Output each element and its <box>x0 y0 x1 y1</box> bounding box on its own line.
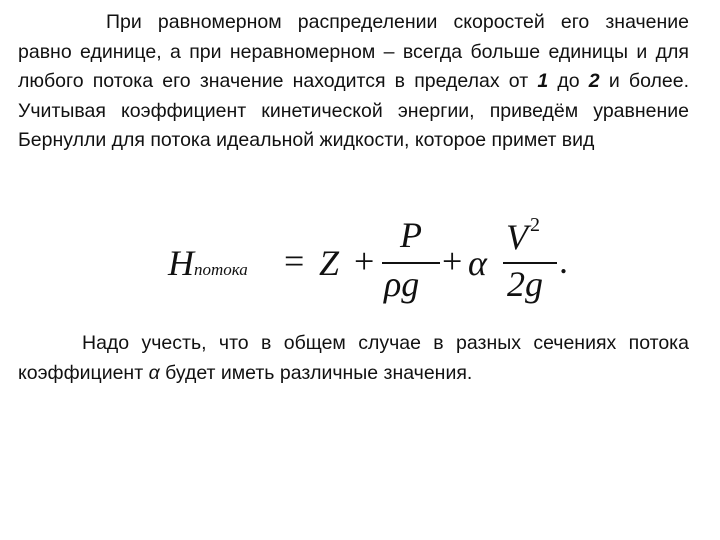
value-one: 1 <box>537 70 549 92</box>
formula-fraction2-denominator: 2g <box>507 264 543 304</box>
formula-alpha: α <box>468 243 487 283</box>
formula-fraction1-denominator: ρg <box>384 264 420 304</box>
formula-plus-1: + <box>354 241 375 281</box>
formula-z: Z <box>319 243 340 283</box>
formula-v: V <box>506 217 528 257</box>
formula-lhs <box>168 242 248 284</box>
paragraph-intro-text-1: При равномерном распределении скоростей его значение равно единице, а при неравномерном – всегда больше единицы и для любого потока его значение находится в пределах от <box>18 11 689 92</box>
formula-fraction2-numerator <box>506 214 540 258</box>
formula-period: . <box>559 241 568 281</box>
formula-plus-2: + <box>442 241 463 281</box>
formula-fraction1-numerator: P <box>400 215 422 255</box>
bernoulli-equation <box>166 214 586 310</box>
paragraph-note <box>18 329 689 388</box>
paragraph-note-text-1: Надо учесть, что в общем случае в разных сечениях потока коэффициент <box>18 332 689 384</box>
formula-subscript: потока <box>194 260 248 279</box>
paragraph-intro <box>18 8 689 156</box>
alpha-symbol: α <box>148 361 160 384</box>
formula-h: H <box>168 243 194 283</box>
formula-equals: = <box>284 241 305 281</box>
value-two: 2 <box>588 70 600 92</box>
paragraph-intro-text-3: и более. Учитывая коэффициент кинетической энергии, приведём уравнение Бернулли для потока идеальной жидкости, которое примет вид <box>18 70 689 151</box>
formula-exponent: 2 <box>530 214 540 236</box>
paragraph-note-text-2: будет иметь различные значения. <box>159 361 473 384</box>
paragraph-intro-text-2: до <box>548 70 589 92</box>
